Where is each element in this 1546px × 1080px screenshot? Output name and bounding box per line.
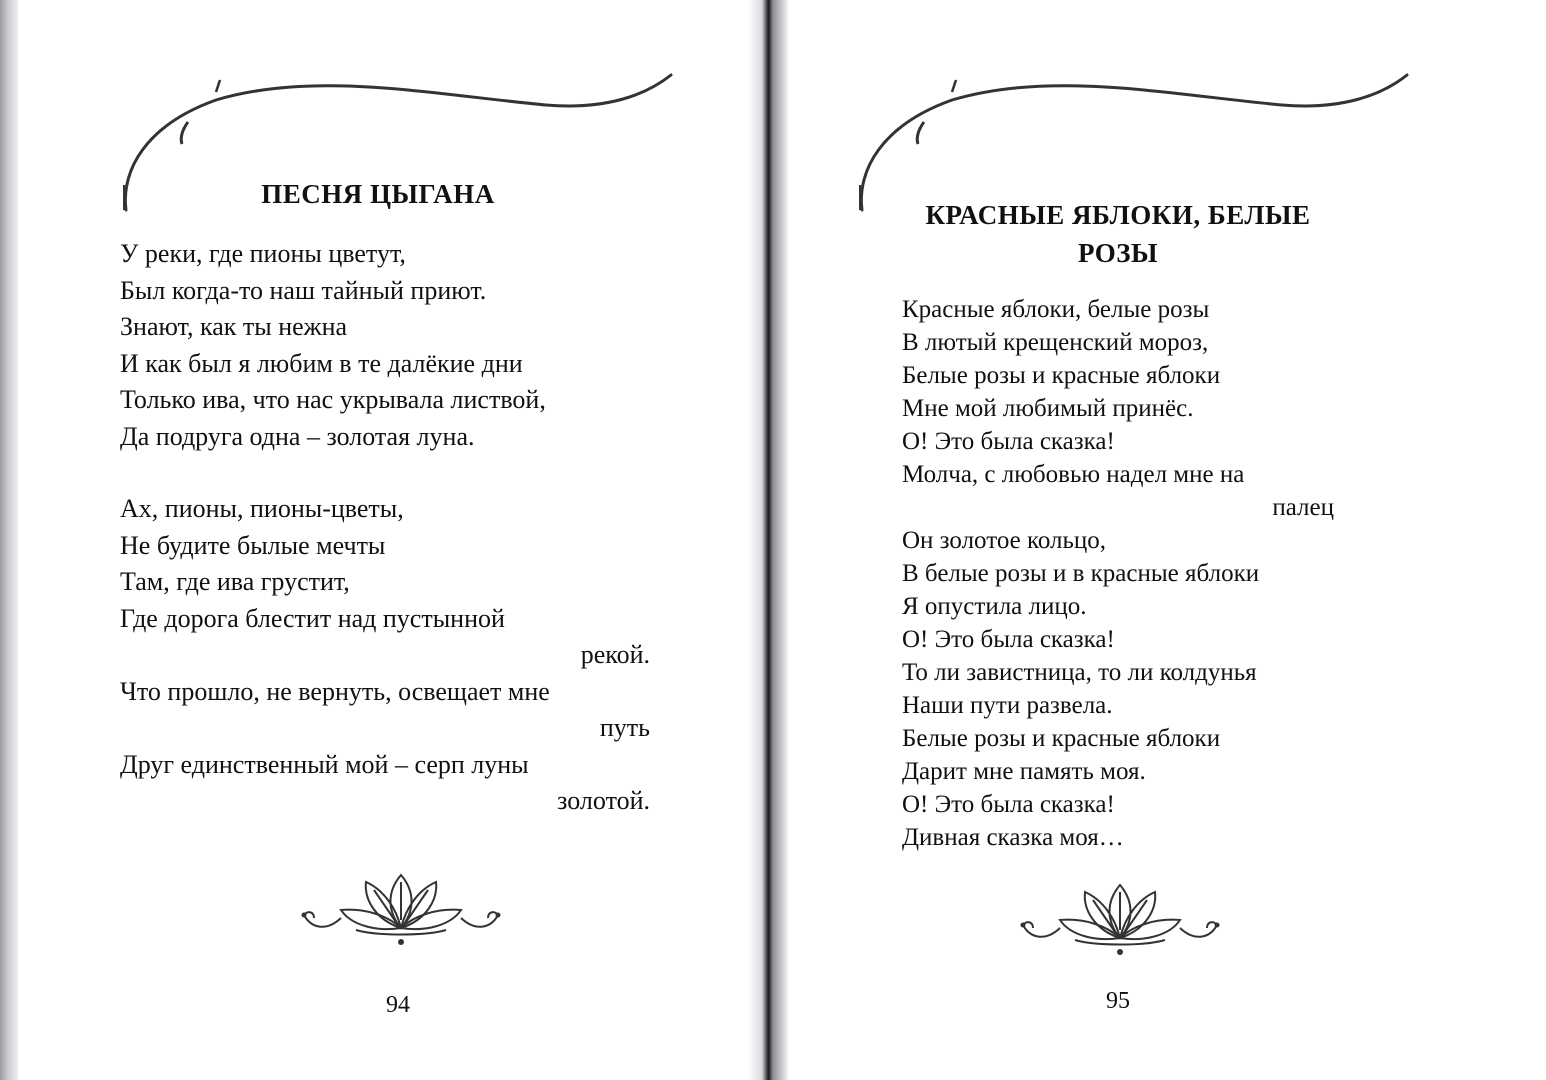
book-gutter xyxy=(748,0,788,1080)
verse-line-continuation: рекой. xyxy=(580,640,650,669)
verse-line: В белые розы и в красные яблоки xyxy=(902,560,1260,587)
verse-line: Да подруга одна – золотая луна. xyxy=(120,421,475,451)
verse-line: Молча, с любовью надел мне на xyxy=(902,461,1245,488)
verse-line: Мне мой любимый принёс. xyxy=(902,395,1194,422)
page-edges xyxy=(0,0,18,1080)
right-page-title xyxy=(868,196,1368,272)
verse-line: У реки, где пионы цветут, xyxy=(120,239,406,268)
verse-line: Что прошло, не вернуть, освещает мне xyxy=(120,676,550,706)
verse-line: Знают, как ты нежна xyxy=(120,312,348,341)
verse-line: Друг единственный мой – серп луны xyxy=(120,749,529,779)
verse-line-continuation: палец xyxy=(1272,494,1334,521)
verse-line: Был когда-то наш тайный приют. xyxy=(120,275,487,305)
left-page xyxy=(18,0,748,1080)
verse-line: Наши пути развела. xyxy=(902,692,1113,719)
page-number: 95 xyxy=(1106,988,1130,1014)
verse-line: И как был я любим в те далёкие дни xyxy=(120,348,523,378)
verse-line: Белые розы и красные яблоки xyxy=(902,362,1221,389)
verse-line: Ах, пионы, пионы-цветы, xyxy=(120,494,404,523)
verse-line: Где дорога блестит над пустынной xyxy=(120,603,505,633)
verse-line: Дарит мне память моя. xyxy=(902,758,1146,785)
verse-line: Не будите былые мечты xyxy=(120,530,386,560)
right-verse xyxy=(902,293,1334,854)
verse-line: Он золотое кольцо, xyxy=(902,527,1107,554)
verse-line-continuation: путь xyxy=(599,713,650,742)
verse-line: Там, где ива грустит, xyxy=(120,567,350,596)
lotus-flower-icon xyxy=(296,870,506,950)
title-line: КРАСНЫЕ ЯБЛОКИ, БЕЛЫЕ xyxy=(925,200,1311,230)
verse-line-continuation: золотой. xyxy=(557,786,650,815)
verse-line: Только ива, что нас укрывала листвой, xyxy=(120,385,546,414)
verse-line: Дивная сказка моя… xyxy=(902,824,1124,851)
verse-line: О! Это была сказка! xyxy=(902,791,1115,818)
right-page xyxy=(788,0,1546,1080)
verse-line: О! Это была сказка! xyxy=(902,428,1115,455)
verse-line: О! Это была сказка! xyxy=(902,626,1115,653)
verse-line: Белые розы и красные яблоки xyxy=(902,725,1221,752)
verse-line: То ли завистница, то ли колдунья xyxy=(902,659,1257,686)
verse-line: Красные яблоки, белые розы xyxy=(902,296,1210,323)
left-page-title: ПЕСНЯ ЦЫГАНА xyxy=(261,179,495,209)
stanza-gap xyxy=(120,455,650,491)
title-line: РОЗЫ xyxy=(1077,238,1159,268)
verse-line: В лютый крещенский мороз, xyxy=(902,329,1209,356)
verse-line: Я опустила лицо. xyxy=(902,593,1087,620)
page-number: 94 xyxy=(386,992,410,1018)
left-verse xyxy=(120,236,650,820)
lotus-flower-icon xyxy=(1015,880,1225,960)
